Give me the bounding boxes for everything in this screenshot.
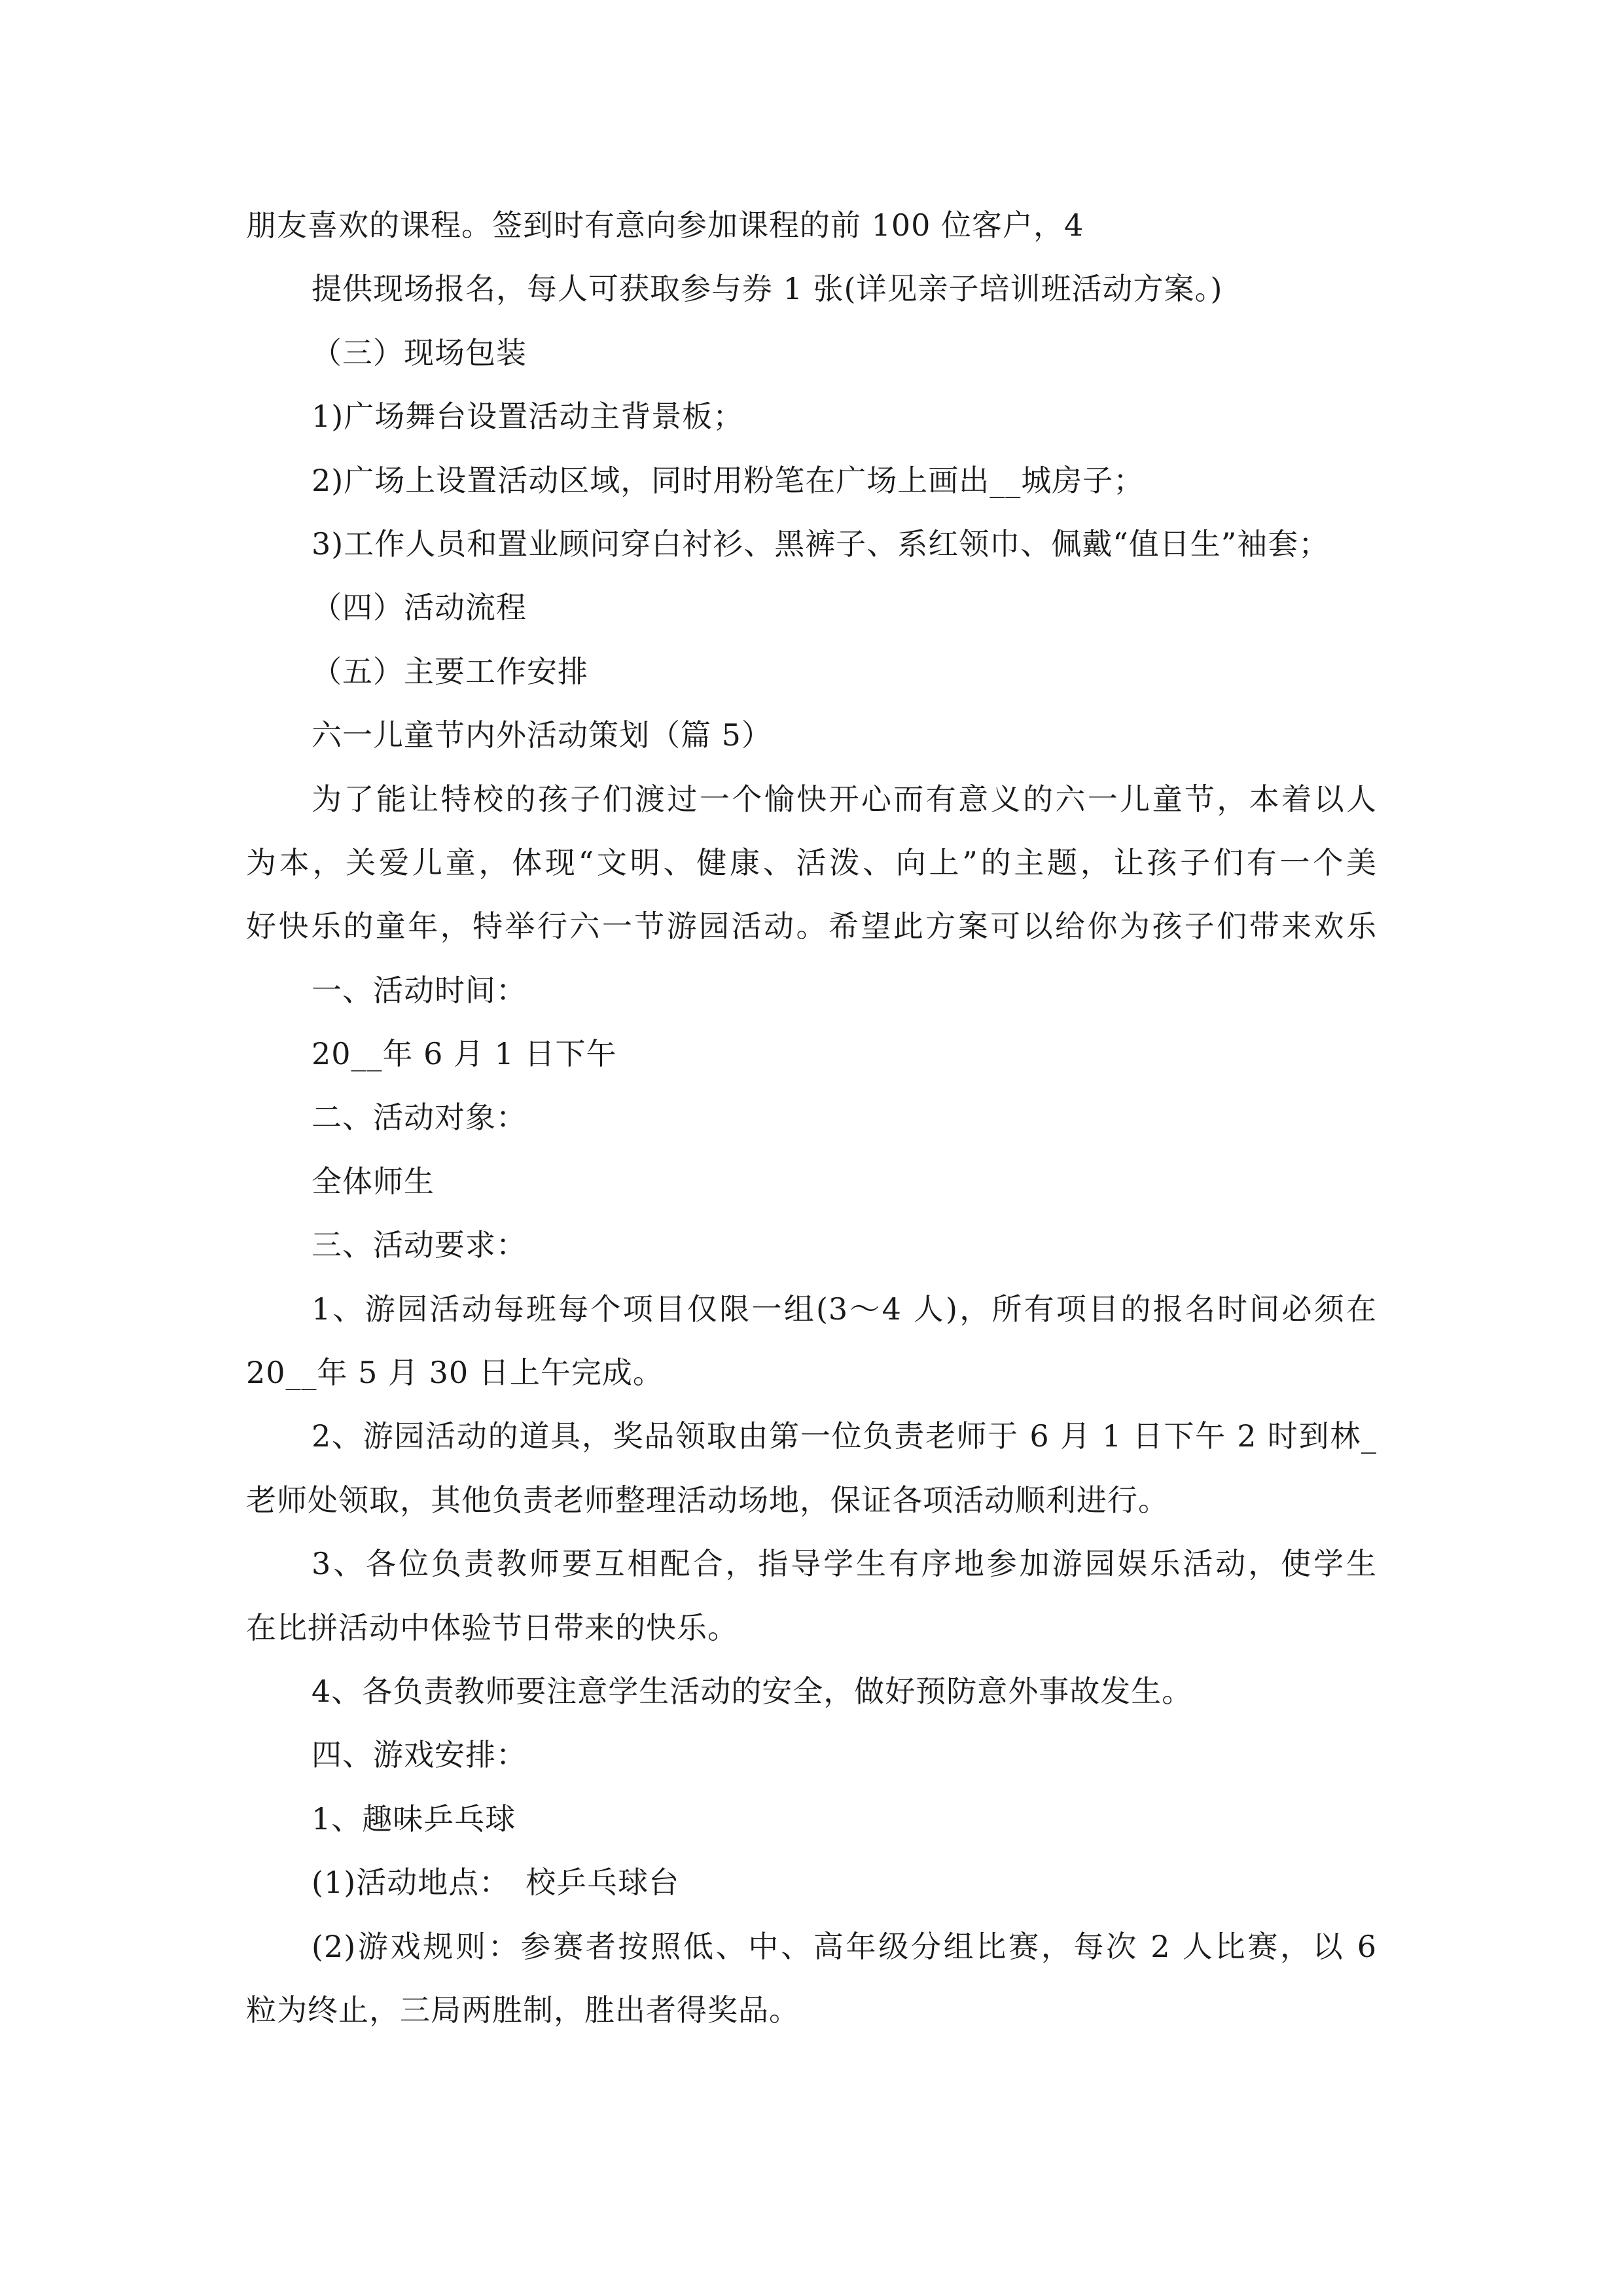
text-line: 在比拼活动中体验节日带来的快乐。 bbox=[246, 1609, 738, 1645]
text-line: （三）现场包装 bbox=[312, 334, 527, 370]
text-line: 六一儿童节内外活动策划（篇 5） bbox=[312, 717, 772, 753]
text-line: 3、各位负责教师要互相配合，指导学生有序地参加游园娱乐活动，使学生 bbox=[312, 1546, 1377, 1582]
text-line: 2)广场上设置活动区域，同时用粉笔在广场上画出__城房子； bbox=[312, 462, 1145, 498]
text-line: (2)游戏规则：参赛者按照低、中、高年级分组比赛，每次 2 人比赛，以 6 bbox=[312, 1928, 1377, 1964]
text-line: 二、活动对象： bbox=[312, 1100, 527, 1136]
text-line: 为本，关爱儿童，体现“文明、健康、活泼、向上”的主题，让孩子们有一个美 bbox=[246, 844, 1377, 880]
text-line: 好快乐的童年，特举行六一节游园活动。希望此方案可以给你为孩子们带来欢乐 bbox=[246, 908, 1377, 944]
text-line: 朋友喜欢的课程。签到时有意向参加课程的前 100 位客户，4 bbox=[246, 207, 1084, 243]
text-line: 老师处领取，其他负责老师整理活动场地，保证各项活动顺利进行。 bbox=[246, 1482, 1169, 1518]
text-line: 提供现场报名，每人可获取参与券 1 张(详见亲子培训班活动方案。) bbox=[312, 271, 1223, 307]
text-line: 四、游戏安排： bbox=[312, 1737, 527, 1773]
text-line: 1、游园活动每班每个项目仅限一组(3～4 人)，所有项目的报名时间必须在 bbox=[312, 1291, 1377, 1327]
text-line: 2、游园活动的道具，奖品领取由第一位负责老师于 6 月 1 日下午 2 时到林_ bbox=[312, 1418, 1377, 1454]
text-line: 1)广场舞台设置活动主背景板； bbox=[312, 399, 744, 435]
text-line: 粒为终止，三局两胜制，胜出者得奖品。 bbox=[246, 1992, 800, 2028]
text-line: 全体师生 bbox=[312, 1163, 435, 1199]
text-line: 3)工作人员和置业顾问穿白衬衫、黑裤子、系红领巾、佩戴“值日生”袖套； bbox=[312, 526, 1330, 562]
text-line: （四）活动流程 bbox=[312, 590, 527, 626]
text-line: 20__年 5 月 30 日上午完成。 bbox=[246, 1355, 664, 1391]
text-line: (1)活动地点： 校乒乓球台 bbox=[312, 1865, 680, 1901]
text-line: 为了能让特校的孩子们渡过一个愉快开心而有意义的六一儿童节，本着以人 bbox=[312, 781, 1377, 817]
text-line: （五）主要工作安排 bbox=[312, 653, 588, 689]
text-line: 4、各负责教师要注意学生活动的安全，做好预防意外事故发生。 bbox=[312, 1673, 1193, 1709]
text-line: 三、活动要求： bbox=[312, 1227, 527, 1263]
document-body bbox=[246, 194, 1377, 2042]
text-line: 一、活动时间： bbox=[312, 972, 527, 1008]
text-line: 1、趣味乒乓球 bbox=[312, 1801, 516, 1837]
text-line: 20__年 6 月 1 日下午 bbox=[312, 1036, 617, 1072]
